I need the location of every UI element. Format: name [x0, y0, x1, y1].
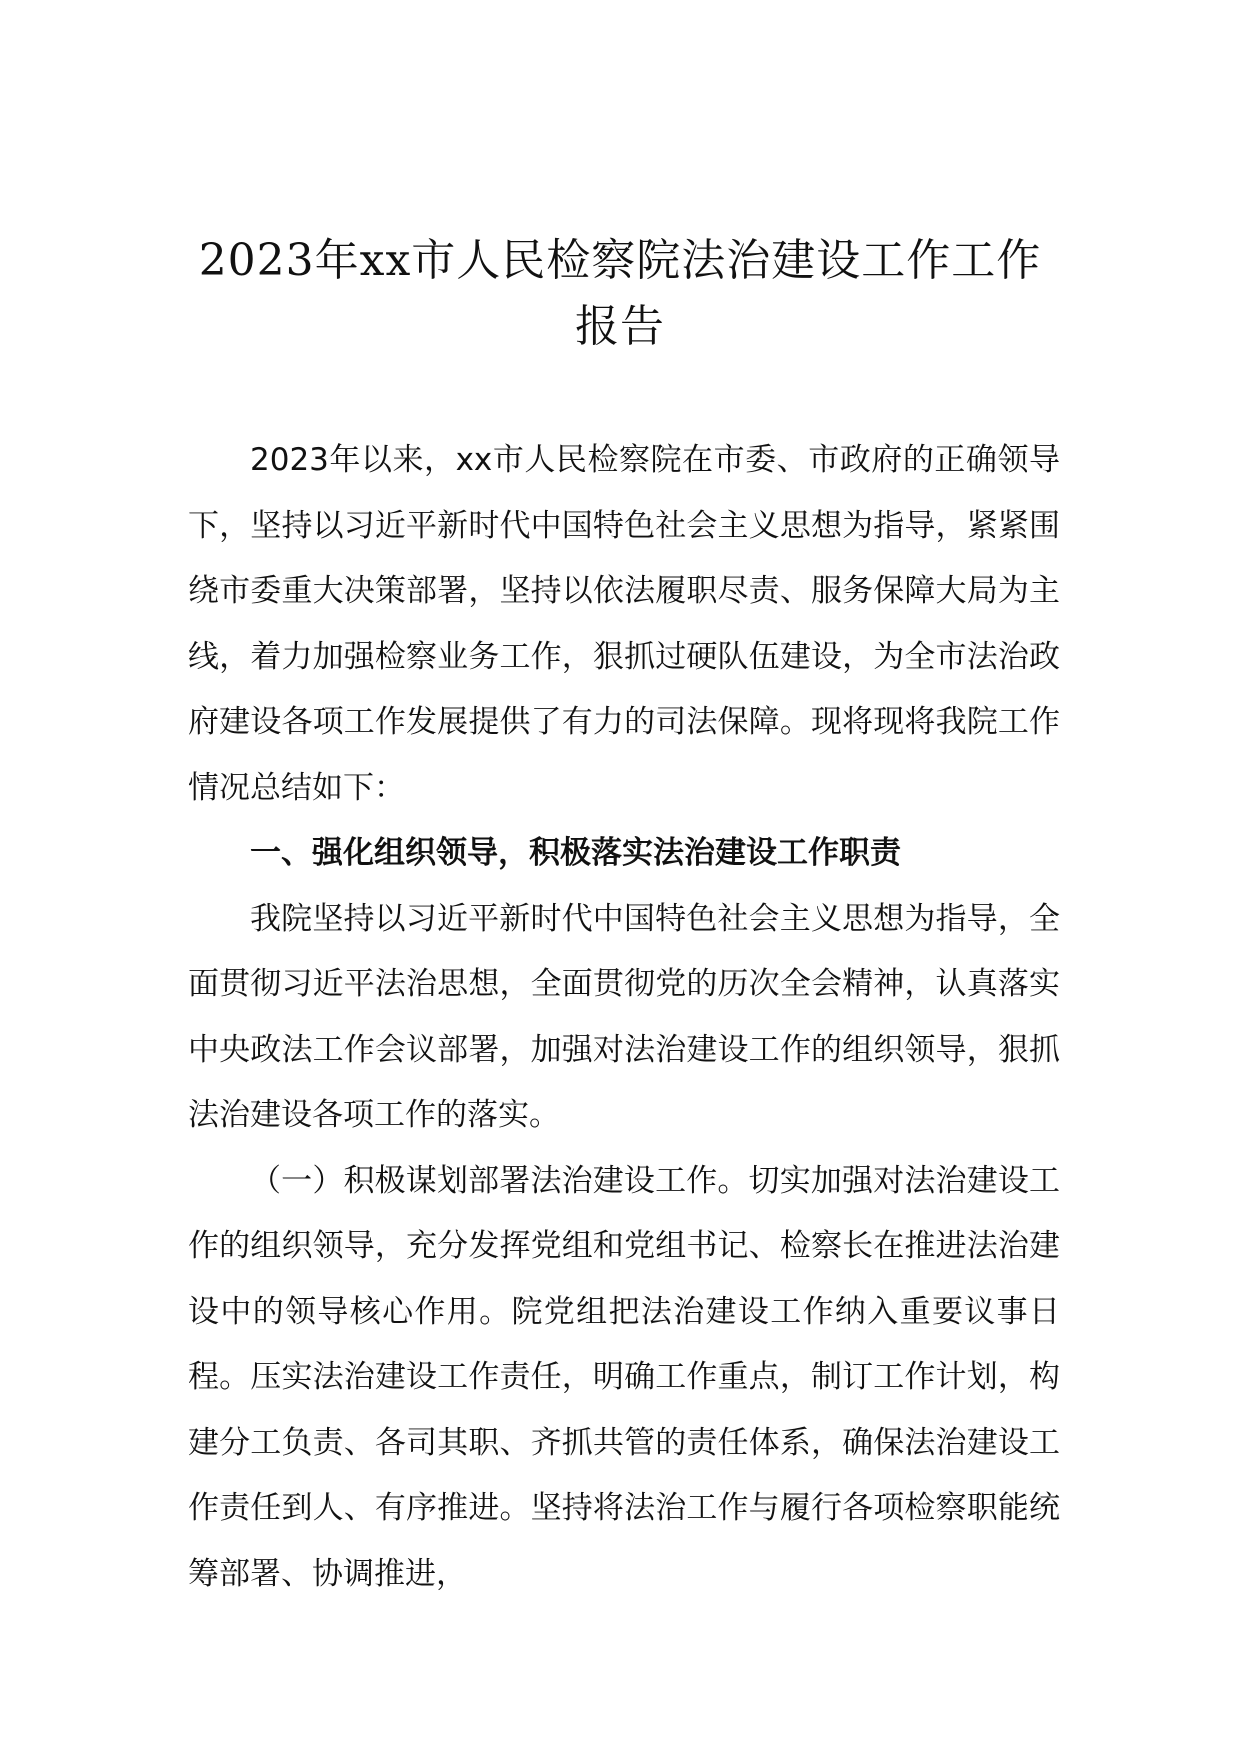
title-line-2: 报告 [575, 301, 665, 352]
subsection-1-paragraph: （一）积极谋划部署法治建设工作。切实加强对法治建设工作的组织领导，充分发挥党组和党组书记、检察长在推进法治建设中的领导核心作用。院党组把法治建设工作纳入重要议事日程。压实法治建设工作责任，明确工作重点，制订工作计划，构建分工负责、各司其职、齐抓共管的责任体系，确保法治建设工作责任到人、有序推进。坚持将法治工作与履行各项检察职能统筹部署、协调推进， [188, 1162, 1060, 1592]
section-heading-1: 一、强化组织领导，积极落实法治建设工作职责 [250, 835, 901, 871]
title-line-1: 2023年xx市人民检察院法治建设工作工作 [198, 235, 1042, 286]
document-body [188, 428, 1060, 1607]
document-title [150, 228, 1090, 360]
section-1-paragraph: 我院坚持以习近平新时代中国特色社会主义思想为指导，全面贯彻习近平法治思想，全面贯彻党的历次全会精神，认真落实中央政法工作会议部署，加强对法治建设工作的组织领导，狠抓法治建设各项工作的落实。 [188, 900, 1060, 1133]
intro-paragraph: 2023年以来，xx市人民检察院在市委、市政府的正确领导下，坚持以习近平新时代中国特色社会主义思想为指导，紧紧围绕市委重大决策部署，坚持以依法履职尽责、服务保障大局为主线，着力加强检察业务工作，狠抓过硬队伍建设，为全市法治政府建设各项工作发展提供了有力的司法保障。现将现将我院工作情况总结如下： [188, 442, 1060, 806]
